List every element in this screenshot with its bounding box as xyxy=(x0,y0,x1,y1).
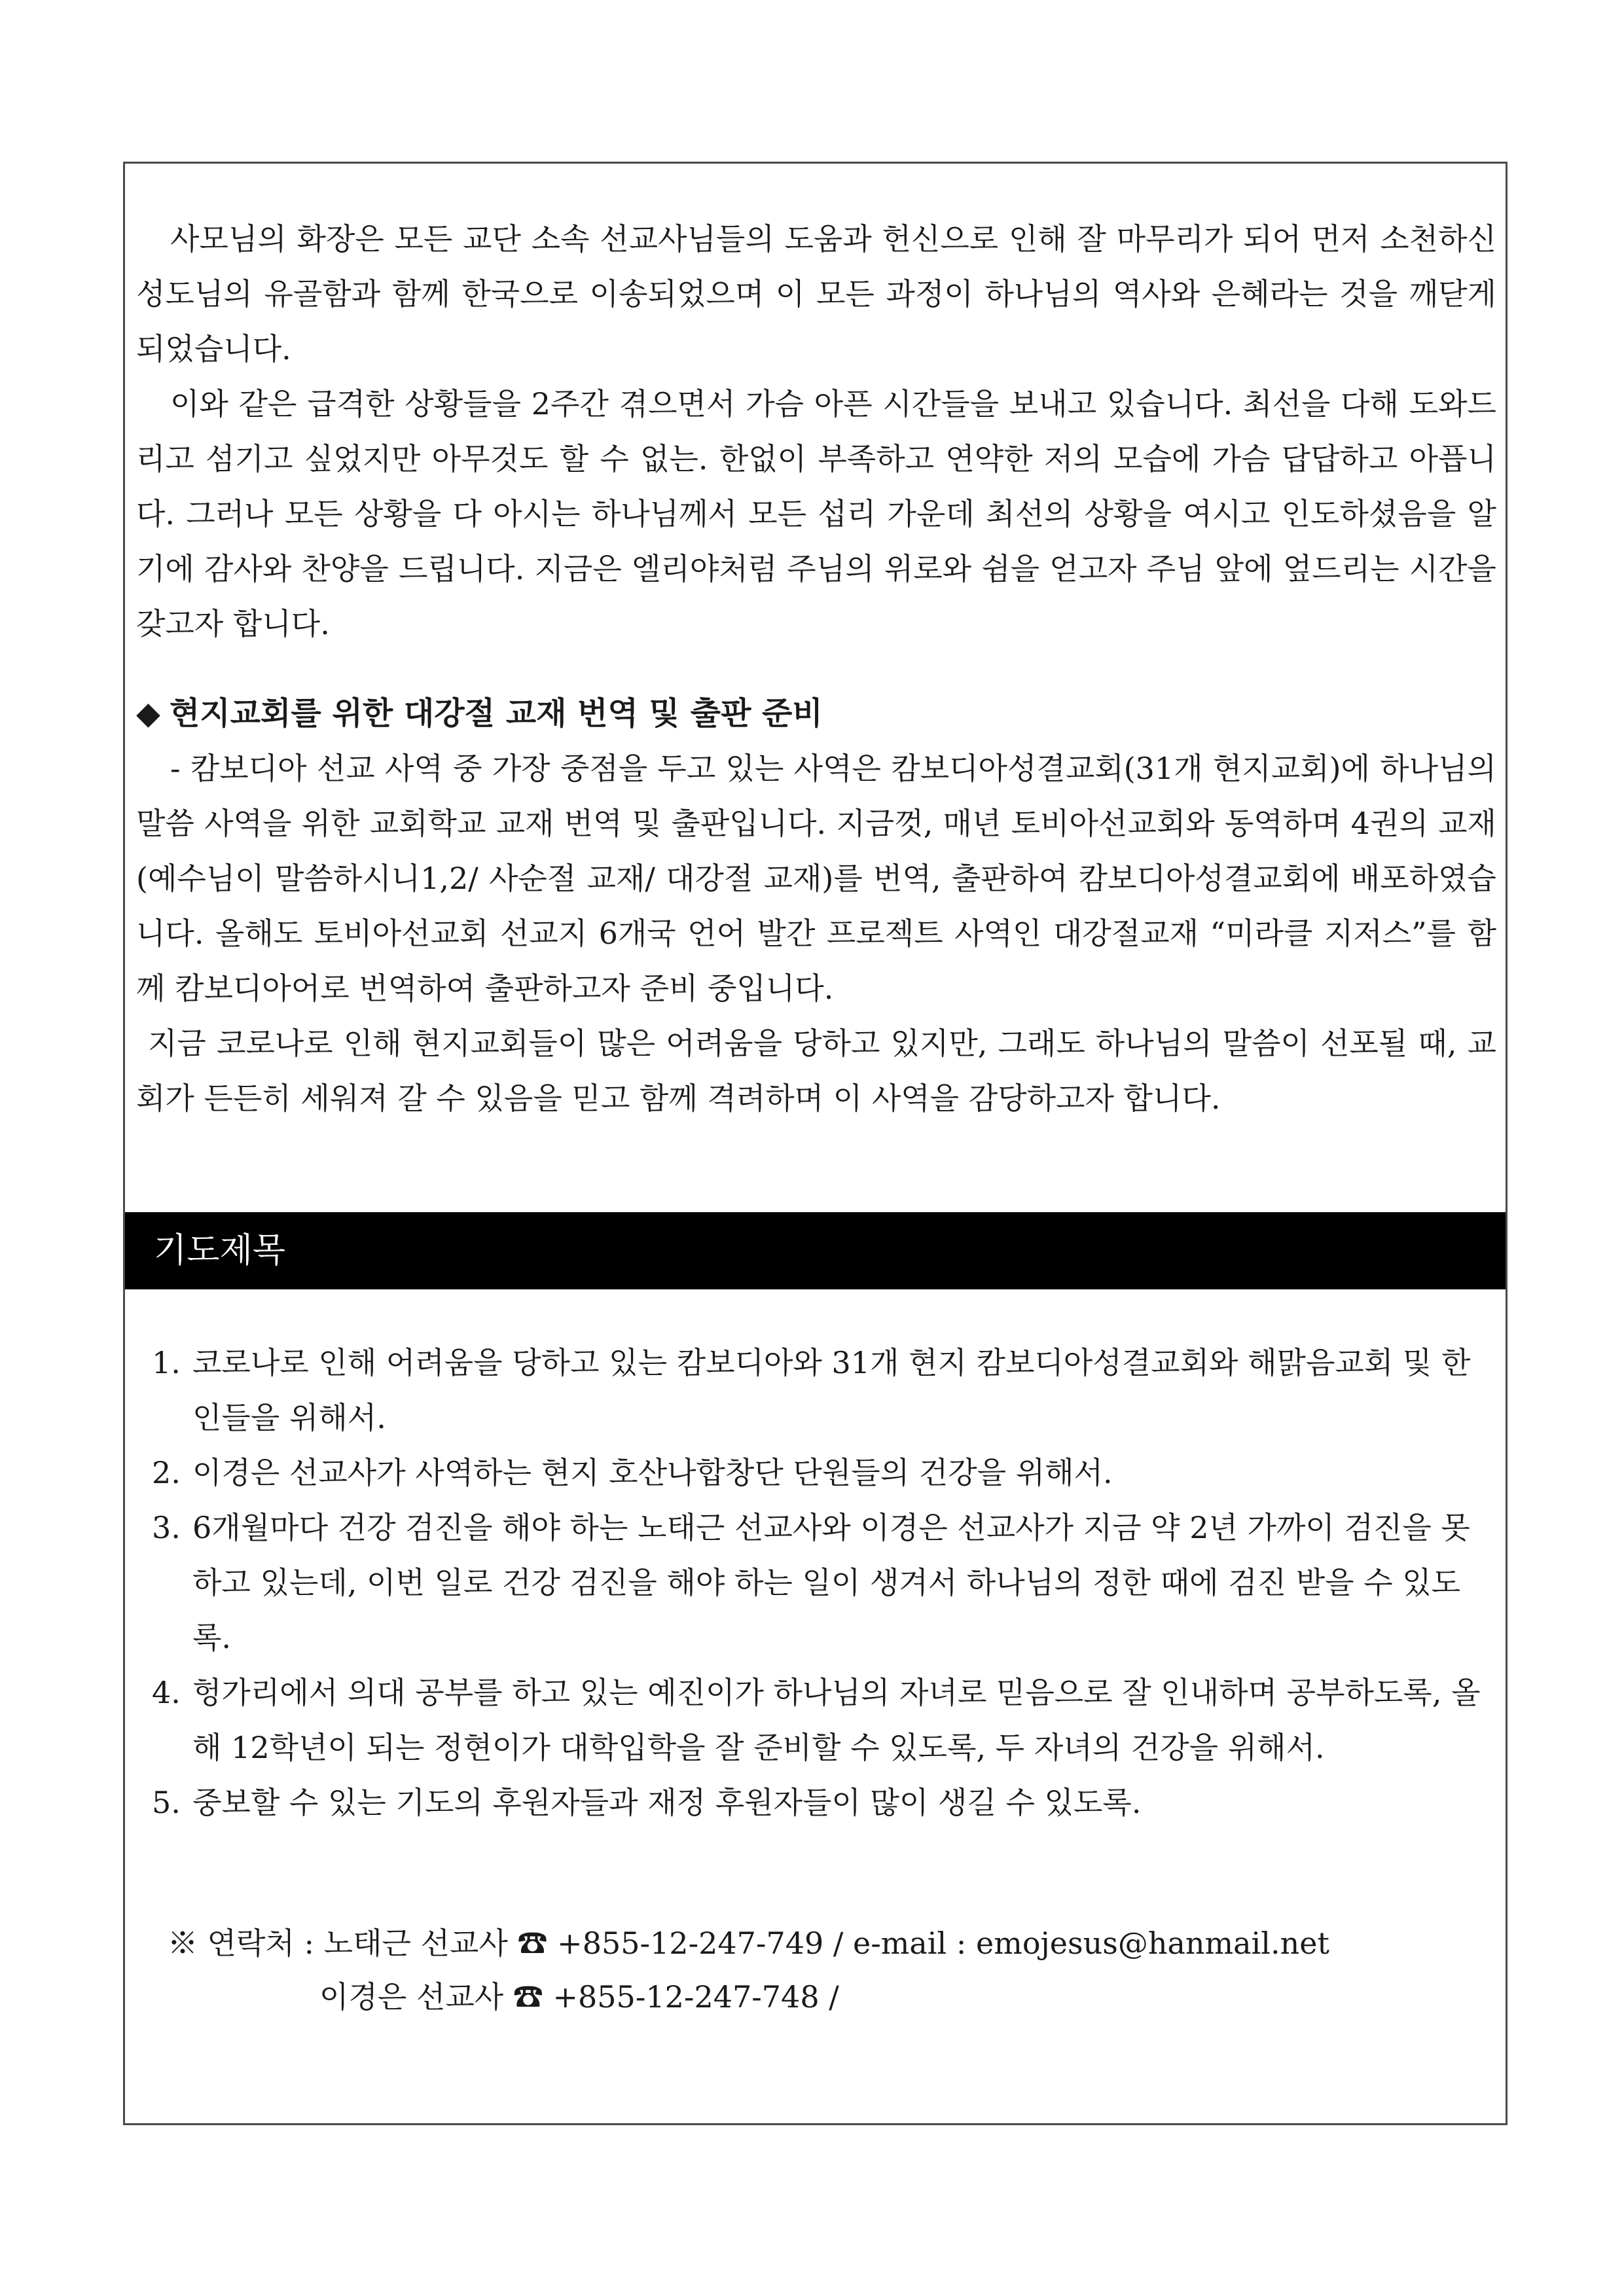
section-heading xyxy=(136,686,823,741)
prayer-item xyxy=(152,1775,1494,1830)
prayer-title: 기도제목 xyxy=(154,1231,285,1270)
section-paragraph-1: - 캄보디아 선교 사역 중 가장 중점을 두고 있는 사역은 캄보디아성결교회(31개 현지교회)에 하나님의 말씀 사역을 위한 교회학교 교재 번역 및 출판입니다. 지금껏, 매년 토비아선교회와 동역하며 4권의 교재(예수님이 말씀하시니1,2/ 사순절 교재/ 대강절 교재)를 번역, 출판하여 캄보디아성결교회에 배포하였습니다. 올해도 토비아선교회 선교지 6개국 언어 발간 프로젝트 사역인 대강절교재 “미라클 지저스”를 함께 캄보디아어로 번역하여 출판하고자 준비 중입니다. xyxy=(136,751,1496,1006)
prayer-item-text: 이경은 선교사가 사역하는 현지 호산나합창단 단원들의 건강을 위해서. xyxy=(192,1455,1113,1490)
intro-paragraph-2: 이와 같은 급격한 상황들을 2주간 겪으면서 가슴 아픈 시간들을 보내고 있습니다. 최선을 다해 도와드리고 섬기고 싶었지만 아무것도 할 수 없는. 한없이 부족하고 연약한 저의 모습에 가슴 답답하고 아픕니다. 그러나 모든 상황을 다 아시는 하나님께서 모든 섭리 가운데 최선의 상황을 여시고 인도하셨음을 알기에 감사와 찬양을 드립니다. 지금은 엘리야처럼 주님의 위로와 쉼을 얻고자 주님 앞에 엎드리는 시간을 갖고자 합니다. xyxy=(136,386,1496,641)
prayer-item xyxy=(152,1500,1494,1665)
prayer-item xyxy=(152,1665,1494,1775)
prayer-item xyxy=(152,1335,1494,1445)
prayer-item xyxy=(152,1445,1494,1500)
prayer-item-number: 1. xyxy=(152,1345,181,1380)
prayer-item-text: 코로나로 인해 어려움을 당하고 있는 캄보디아와 31개 현지 캄보디아성결교회와 해맑음교회 및 한인들을 위해서. xyxy=(192,1345,1471,1435)
prayer-item-number: 4. xyxy=(152,1675,181,1710)
intro-paragraph-1: 사모님의 화장은 모든 교단 소속 선교사님들의 도움과 헌신으로 인해 잘 마무리가 되어 먼저 소천하신 성도님의 유골함과 함께 한국으로 이송되었으며 이 모든 과정이 하나님의 역사와 은혜라는 것을 깨닫게 되었습니다. xyxy=(136,221,1496,367)
prayer-item-text: 6개월마다 건강 검진을 해야 하는 노태근 선교사와 이경은 선교사가 지금 약 2년 가까이 검진을 못하고 있는데, 이번 일로 건강 검진을 해야 하는 일이 생겨서 하나님의 정한 때에 검진 받을 수 있도록. xyxy=(192,1510,1470,1655)
diamond-bullet-icon: ◆ xyxy=(136,695,160,732)
prayer-item-number: 5. xyxy=(152,1785,181,1820)
prayer-title-bar xyxy=(125,1212,1506,1289)
prayer-item-text: 중보할 수 있는 기도의 후원자들과 재정 후원자들이 많이 생길 수 있도록. xyxy=(192,1785,1142,1820)
contact-line-1: ※ 연락처 : 노태근 선교사 ☎ +855-12-247-749 / e-mail : emojesus@hanmail.net xyxy=(168,1926,1329,1961)
prayer-list xyxy=(152,1335,1494,1830)
contact-line-2: 이경은 선교사 ☎ +855-12-247-748 / xyxy=(319,1979,839,2015)
prayer-item-number: 2. xyxy=(152,1455,181,1490)
prayer-item-number: 3. xyxy=(152,1510,181,1545)
section-paragraph-2: 지금 코로나로 인해 현지교회들이 많은 어려움을 당하고 있지만, 그래도 하나님의 말씀이 선포될 때, 교회가 든든히 세워져 갈 수 있음을 믿고 함께 격려하며 이 사역을 감당하고자 합니다. xyxy=(136,1026,1496,1116)
contact-info xyxy=(168,1916,1329,2024)
section-heading-text: 현지교회를 위한 대강절 교재 번역 및 출판 준비 xyxy=(169,695,823,732)
prayer-item-text: 헝가리에서 의대 공부를 하고 있는 예진이가 하나님의 자녀로 믿음으로 잘 인내하며 공부하도록, 올해 12학년이 되는 정현이가 대학입학을 잘 준비할 수 있도록, 두 자녀의 건강을 위해서. xyxy=(192,1675,1481,1765)
